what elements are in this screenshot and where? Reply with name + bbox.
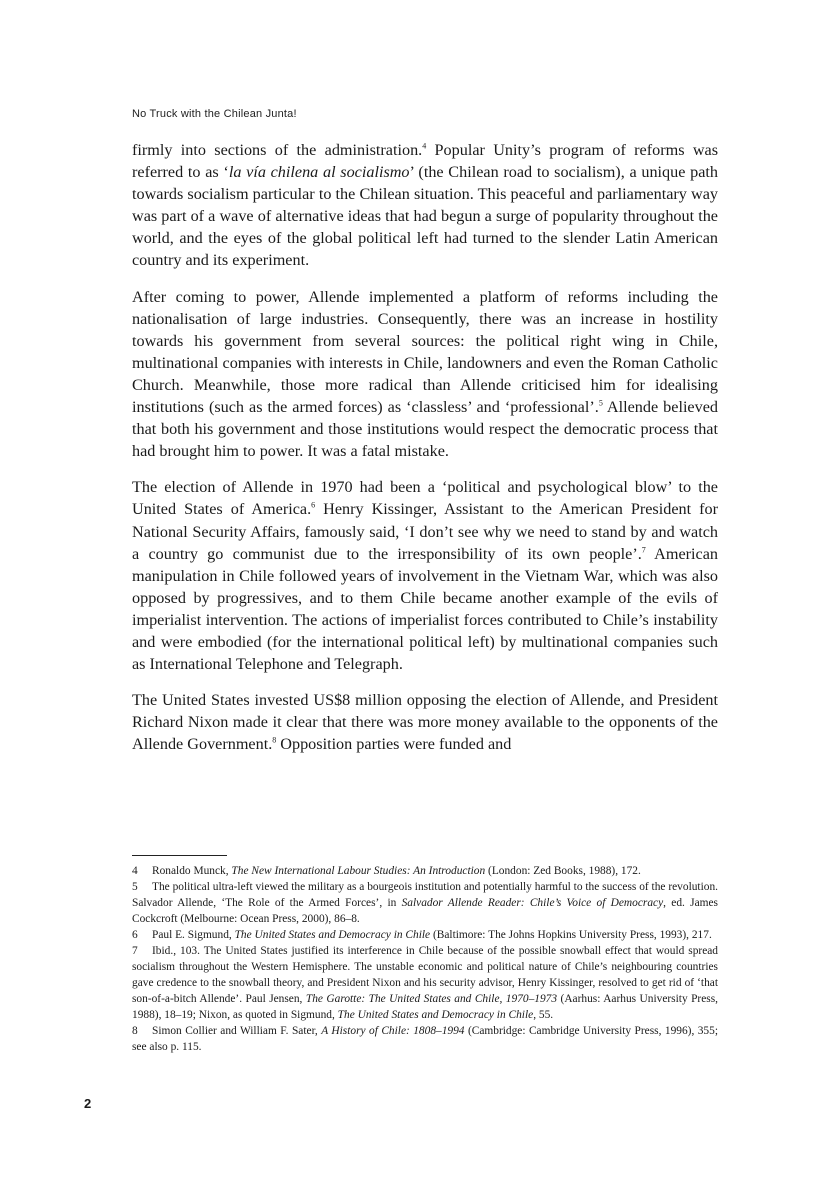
text-run: After coming to power, Allende implemented a platform of reforms including the nationalisation of large industries. Consequently, there was an increase in hostility towards his government from several sources: the political right wing in Chile, multinational companies with interests in Chile, landowners and even the Roman Catholic Church. Meanwhile, those more radical than Allende criticised him for idealising institutions (such as the armed forces) as ‘classless’ and ‘professional’.	[132, 287, 718, 417]
text-run: Henry Kissinger, Assistant to the American President for National Security Affairs, famously said, ‘I don’t see why we need to stand by and watch a country go communist due to the irresponsibility of its own people’.	[132, 500, 718, 563]
footnote-number: 6	[132, 929, 138, 941]
text-run: Ronaldo Munck,	[152, 865, 232, 877]
footnote-4	[132, 863, 718, 879]
body-text	[132, 139, 718, 769]
text-run: , ed. James Cockcroft (Melbourne: Ocean Press, 2000), 86–8.	[132, 897, 718, 925]
citation-title: A History of Chile: 1808–1994	[321, 1025, 465, 1037]
text-run: (London: Zed Books, 1988), 172.	[485, 865, 641, 877]
text-run: Popular Unity’s program of reforms was referred to as ‘	[132, 141, 718, 182]
footnote-divider	[132, 855, 227, 856]
text-run: (Baltimore: The Johns Hopkins University Press, 1993), 217.	[430, 929, 712, 941]
text-run: The election of Allende in 1970 had been a ‘political and psychological blow’ to the United States of America.	[132, 478, 718, 519]
footnote-number: 7	[132, 945, 138, 957]
page-number: 2	[84, 1096, 92, 1111]
text-run: Allende believed that both his government and those institutions would respect the democratic process that had brought him to power. It was a fatal mistake.	[132, 398, 718, 461]
text-run: Simon Collier and William F. Sater,	[152, 1025, 322, 1037]
footnote-ref-4[interactable]: 4	[422, 141, 427, 151]
text-run: Opposition parties were funded and	[276, 735, 512, 754]
paragraph-3	[132, 476, 718, 675]
text-run: (Cambridge: Cambridge University Press, 1996), 355; see also p. 115.	[132, 1025, 718, 1053]
text-run: The political ultra-left viewed the military as a bourgeois institution and potentially harmful to the success of the revolution. Salvador Allende, ‘The Role of the Armed Forces’, in	[132, 881, 718, 909]
footnote-ref-6[interactable]: 6	[311, 501, 316, 511]
citation-title: The New International Labour Studies: An Introduction	[231, 865, 486, 877]
citation-title: The United States and Democracy in Chile	[234, 929, 431, 941]
footnote-ref-8[interactable]: 8	[272, 735, 277, 745]
footnote-7	[132, 943, 718, 1023]
text-run: Ibid., 103. The United States justified its interference in Chile because of the possible snowball effect that would spread socialism throughout the Western Hemisphere. The unstable economic and political nature of Chile’s neighbouring countries gave credence to the snowball theory, and President Nixon and his security advisor, Henry Kissinger, resolved to get rid of ‘that son-of-a-bitch Allende’. Paul Jensen,	[132, 945, 718, 1005]
text-run: , 55.	[533, 1009, 554, 1021]
footnote-ref-7[interactable]: 7	[641, 545, 646, 555]
footnote-number: 8	[132, 1025, 138, 1037]
footnotes	[132, 863, 718, 1055]
footnote-number: 4	[132, 865, 138, 877]
text-run: ’ (the Chilean road to socialism), a unique path towards socialism particular to the Chilean situation. This peaceful and parliamentary way was part of a wave of alternative ideas that had begun a surge of popularity throughout the world, and the eyes of the global political left had turned to the slender Latin American country and its experiment.	[132, 163, 718, 270]
paragraph-4	[132, 689, 718, 755]
text-run: Paul E. Sigmund,	[152, 929, 235, 941]
footnote-5	[132, 879, 718, 927]
text-run: American manipulation in Chile followed years of involvement in the Vietnam War, which was also opposed by progressives, and to them Chile became another example of the evils of imperialist intervention. The actions of imperialist forces contributed to Chile’s instability and were embodied (for the international political left) by multinational companies such as International Telephone and Telegraph.	[132, 544, 718, 674]
footnote-number: 5	[132, 881, 138, 893]
running-head: No Truck with the Chilean Junta!	[132, 108, 297, 120]
footnote-8	[132, 1023, 718, 1055]
paragraph-1	[132, 139, 718, 272]
citation-title: The United States and Democracy in Chile	[337, 1009, 534, 1021]
footnote-ref-5[interactable]: 5	[598, 398, 603, 408]
citation-title: Salvador Allende Reader: Chile’s Voice of Democracy	[401, 897, 664, 909]
text-run: (Aarhus: Aarhus University Press, 1988), 18–19; Nixon, as quoted in Sigmund,	[132, 993, 718, 1021]
citation-title: The Garotte: The United States and Chile, 1970–1973	[305, 993, 558, 1005]
text-run: The United States invested US$8 million opposing the election of Allende, and President Richard Nixon made it clear that there was more money available to the opponents of the Allende Government.	[132, 691, 718, 754]
paragraph-2	[132, 286, 718, 463]
text-run: firmly into sections of the administration.	[132, 141, 423, 159]
italic-phrase: la vía chilena al socialismo	[228, 163, 410, 182]
footnote-6	[132, 927, 718, 943]
